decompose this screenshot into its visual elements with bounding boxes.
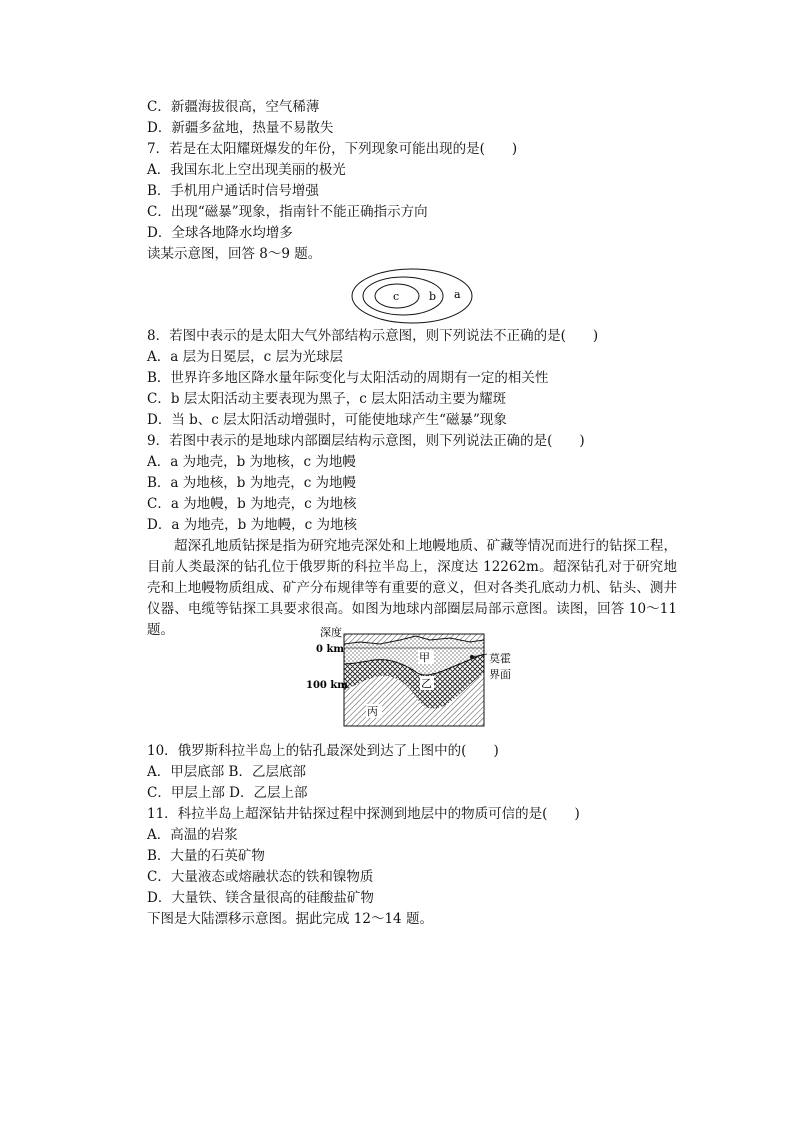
q10-options-cd: C．甲层上部 D．乙层上部: [147, 785, 308, 801]
q9-stem: 9．若图中表示的是地球内部圈层结构示意图，则下列说法正确的是( ): [147, 433, 585, 449]
q11-option-d: D．大量铁、镁含量很高的硅酸盐矿物: [147, 890, 374, 906]
q8-option-a: A．a 层为日冕层，c 层为光球层: [147, 349, 343, 365]
q8-stem: 8．若图中表示的是太阳大气外部结构示意图，则下列说法不正确的是( ): [147, 328, 599, 344]
moho-label-line1: 莫霍: [489, 652, 511, 665]
layer-bing-label: 丙: [367, 705, 378, 718]
q11-option-b: B．大量的石英矿物: [147, 848, 265, 864]
q9-option-d: D．a 为地壳，b 为地幔，c 为地核: [147, 517, 357, 533]
q7-option-d: D．全球各地降水均增多: [147, 225, 293, 241]
q10-stem: 10．俄罗斯科拉半岛上的钻孔最深处到达了上图中的( ): [147, 743, 499, 759]
label-b: b: [429, 290, 437, 303]
label-a: a: [454, 288, 461, 301]
q9-option-c: C．a 为地幔，b 为地壳，c 为地核: [147, 496, 357, 512]
q7-option-b: B．手机用户通话时信号增强: [147, 183, 319, 199]
layer-yi-label: 乙: [421, 677, 432, 690]
intro-12-14: 下图是大陆漂移示意图。据此完成 12～14 题。: [147, 911, 433, 927]
layer-jia-label: 甲: [419, 651, 430, 664]
q7-option-a: A．我国东北上空出现美丽的极光: [147, 162, 346, 178]
q8-option-c: C．b 层太阳活动主要表现为黑子，c 层太阳活动主要为耀斑: [147, 391, 507, 407]
q6-option-c: C．新疆海拔很高，空气稀薄: [147, 99, 320, 115]
q10-options-ab: A．甲层底部 B．乙层底部: [147, 764, 306, 780]
q7-option-c: C．出现“磁暴”现象，指南针不能正确指示方向: [147, 204, 428, 220]
intro-8-9: 读某示意图，回答 8～9 题。: [147, 246, 322, 262]
q6-option-d: D．新疆多盆地，热量不易散失: [147, 120, 334, 136]
moho-label-line2: 界面: [489, 668, 511, 681]
section-box: [344, 634, 487, 726]
q7-stem: 7．若是在太阳耀斑爆发的年份，下列现象可能出现的是( ): [147, 141, 518, 157]
tick-100km: 100 km: [306, 680, 348, 691]
reading-passage: 超深孔地质钻探是指为研究地壳深处和上地幔地质、矿藏等情况而进行的钻探工程，目前人类最深的钻孔位于俄罗斯的科拉半岛上，深度达 12262m。超深钻孔对于研究地壳和上地幔物质组成、矿产分布规律等有重要的意义，但对各类孔底动力机、钻头、测井仪器、电缆等钻探工具要求很高。如图为地球内部圈层局部示意图。读图，回答 10～11 题。: [147, 538, 677, 638]
q11-stem: 11．科拉半岛上超深钻井钻探过程中探测到地层中的物质可信的是( ): [147, 806, 580, 822]
q9-option-a: A．a 为地壳，b 为地核，c 为地幔: [147, 454, 356, 470]
earth-interior-section-figure: [300, 624, 520, 728]
tick-0km: 0 km: [316, 644, 344, 655]
label-c: c: [393, 290, 400, 303]
q11-option-c: C．大量液态或熔融状态的铁和镍物质: [147, 869, 374, 885]
q8-option-b: B．世界许多地区降水量年际变化与太阳活动的周期有一定的相关性: [147, 370, 549, 386]
depth-axis-label: 深度: [320, 626, 342, 639]
concentric-layers-figure: [350, 267, 474, 325]
q9-option-b: B．a 为地核，b 为地壳，c 为地幔: [147, 475, 357, 491]
q8-option-d: D．当 b、c 层太阳活动增强时，可能使地球产生“磁暴”现象: [147, 412, 507, 428]
q11-option-a: A．高温的岩浆: [147, 827, 238, 843]
